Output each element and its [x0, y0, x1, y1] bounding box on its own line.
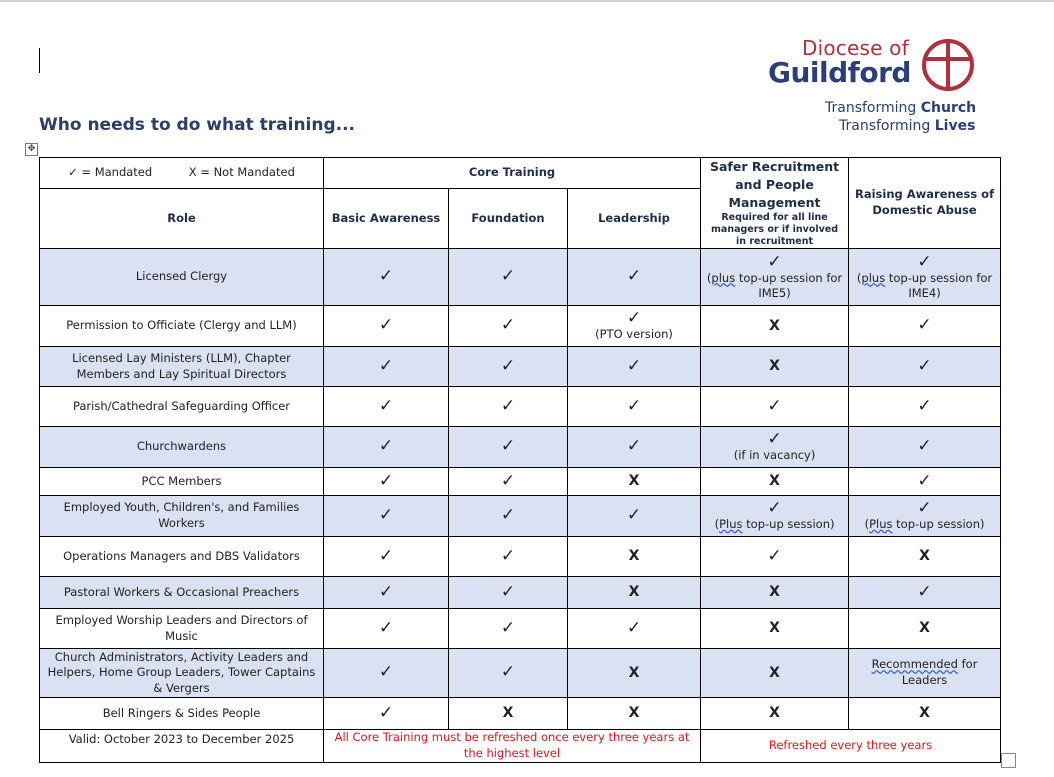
role-cell: Licensed Lay Ministers (LLM), Chapter Members and Lay Spiritual Directors — [40, 347, 324, 387]
basic-cell — [324, 649, 449, 698]
role-cell: Operations Managers and DBS Validators — [40, 537, 324, 577]
cross-in-circle-icon — [920, 37, 976, 93]
table-row — [40, 249, 1001, 306]
tick-icon: ✓ — [767, 395, 782, 416]
core-training-header: Core Training — [324, 158, 701, 189]
tick-icon: ✓ — [500, 436, 516, 457]
safer-recruitment-header: Safer Recruitment and People Management Required for all line managers or if involved in recruitment — [701, 158, 849, 249]
tick-icon: ✓ — [378, 702, 394, 723]
domestic-cell — [849, 698, 1001, 730]
domestic-cell — [849, 468, 1001, 496]
cross-mark-icon: X — [628, 473, 640, 490]
role-cell: Pastoral Workers & Occasional Preachers — [40, 577, 324, 609]
basic-cell — [324, 249, 449, 306]
safer-cell — [701, 347, 849, 387]
tick-icon: ✓ — [500, 505, 516, 526]
refresh-note: Refreshed every three years — [701, 730, 1001, 763]
foundation-cell — [449, 347, 568, 387]
basic-cell — [324, 347, 449, 387]
tick-icon: ✓ — [917, 498, 932, 519]
table-row — [40, 468, 1001, 496]
foundation-cell — [449, 537, 568, 577]
safer-cell — [701, 468, 849, 496]
cell-note: (plus top-up session for IME5) — [706, 270, 843, 300]
tick-icon: ✓ — [917, 355, 932, 376]
cross-mark-icon: X — [769, 664, 780, 681]
safer-cell — [701, 427, 849, 468]
tick-icon: ✓ — [767, 251, 782, 272]
legend-mandated: ✓ = Mandated — [68, 165, 153, 180]
tick-icon: ✓ — [626, 617, 642, 638]
cross-mark-icon: X — [628, 584, 640, 601]
leadership-cell — [568, 496, 701, 537]
table-row — [40, 387, 1001, 427]
leadership-cell — [568, 387, 701, 427]
leadership-cell — [568, 347, 701, 387]
tick-icon: ✓ — [500, 395, 516, 416]
text-cursor — [39, 48, 40, 73]
role-cell: Churchwardens — [40, 427, 324, 468]
cross-mark-icon: X — [628, 548, 640, 565]
basic-cell — [324, 577, 449, 609]
logo-tagline-2: Transforming Lives — [839, 118, 976, 134]
legend-cell — [40, 158, 324, 189]
safer-cell — [701, 698, 849, 730]
foundation-cell — [449, 577, 568, 609]
cross-mark-icon: X — [628, 664, 640, 681]
leadership-cell — [568, 609, 701, 649]
domestic-cell — [849, 609, 1001, 649]
role-cell: Licensed Clergy — [40, 249, 324, 306]
tick-icon: ✓ — [378, 545, 394, 566]
tick-icon: ✓ — [626, 395, 642, 416]
table-row — [40, 609, 1001, 649]
logo-line-2: Guildford — [768, 56, 911, 89]
tick-icon: ✓ — [500, 545, 516, 566]
role-cell: Employed Youth, Children's, and Families Workers — [40, 496, 324, 537]
domestic-cell — [849, 306, 1001, 347]
foundation-cell — [449, 306, 568, 347]
tick-icon: ✓ — [378, 266, 394, 287]
domestic-cell — [849, 387, 1001, 427]
cross-mark-icon: X — [502, 705, 514, 722]
basic-cell — [324, 468, 449, 496]
cross-mark-icon: X — [769, 620, 780, 637]
table-row — [40, 537, 1001, 577]
leadership-cell — [568, 698, 701, 730]
tick-icon: ✓ — [767, 545, 782, 566]
cell-note: (if in vacancy) — [733, 448, 816, 463]
leadership-cell — [568, 427, 701, 468]
table-row — [40, 496, 1001, 537]
logo-tagline-1: Transforming Church — [825, 100, 977, 116]
leadership-cell — [568, 249, 701, 306]
cell-note: (Plus top-up session) — [714, 517, 835, 532]
basic-cell — [324, 496, 449, 537]
safer-cell — [701, 306, 849, 347]
safer-cell — [701, 249, 849, 306]
foundation-cell — [449, 698, 568, 730]
cross-mark-icon: X — [769, 705, 780, 722]
legend-not-mandated: X = Not Mandated — [188, 165, 295, 180]
tick-icon: ✓ — [917, 251, 932, 272]
foundation-cell — [449, 496, 568, 537]
footer-row — [40, 730, 1001, 763]
domestic-cell — [849, 577, 1001, 609]
domestic-cell — [849, 537, 1001, 577]
safer-cell — [701, 387, 849, 427]
safer-cell — [701, 649, 849, 698]
table-row — [40, 577, 1001, 609]
basic-cell — [324, 306, 449, 347]
table-resize-handle[interactable] — [1001, 753, 1016, 768]
tick-icon: ✓ — [626, 308, 642, 329]
cell-note: (Plus top-up session) — [864, 517, 985, 532]
tick-icon: ✓ — [500, 315, 516, 336]
tick-icon: ✓ — [378, 395, 394, 416]
cross-mark-icon: X — [919, 620, 930, 637]
basic-awareness-header: Basic Awareness — [324, 189, 449, 249]
basic-cell — [324, 387, 449, 427]
tick-icon: ✓ — [378, 581, 394, 602]
tick-icon: ✓ — [500, 470, 516, 491]
role-cell: Bell Ringers & Sides People — [40, 698, 324, 730]
cross-mark-icon: X — [769, 473, 780, 490]
table-row — [40, 427, 1001, 468]
tick-icon: ✓ — [626, 355, 642, 376]
page-heading: Who needs to do what training... — [39, 115, 356, 135]
table-row — [40, 306, 1001, 347]
role-header: Role — [40, 189, 324, 249]
leadership-header: Leadership — [568, 189, 701, 249]
tick-icon: ✓ — [378, 355, 394, 376]
validity-note: Valid: October 2023 to December 2025 — [40, 730, 324, 763]
role-cell: Church Administrators, Activity Leaders and Helpers, Home Group Leaders, Tower Captains & Vergers — [40, 649, 324, 698]
header-row-1 — [40, 158, 1001, 189]
domestic-cell — [849, 427, 1001, 468]
page-top-border — [0, 0, 1054, 2]
tick-icon: ✓ — [500, 617, 516, 638]
cross-mark-icon: X — [628, 705, 640, 722]
tick-icon: ✓ — [917, 436, 932, 457]
safer-cell — [701, 537, 849, 577]
tick-icon: ✓ — [378, 436, 394, 457]
safer-cell — [701, 496, 849, 537]
safer-cell — [701, 577, 849, 609]
cross-mark-icon: X — [769, 584, 780, 601]
logo-line-1: Diocese of — [802, 36, 909, 60]
tick-icon: ✓ — [500, 581, 516, 602]
table-row — [40, 649, 1001, 698]
leadership-cell — [568, 306, 701, 347]
basic-cell — [324, 427, 449, 468]
foundation-cell — [449, 249, 568, 306]
domestic-cell — [849, 496, 1001, 537]
domestic-cell — [849, 249, 1001, 306]
domestic-cell: Recommended for Leaders — [849, 649, 1001, 698]
cross-mark-icon: X — [919, 705, 930, 722]
domestic-abuse-header: Raising Awareness of Domestic Abuse — [849, 158, 1001, 249]
safer-cell — [701, 609, 849, 649]
tick-icon: ✓ — [378, 315, 394, 336]
basic-cell — [324, 537, 449, 577]
cell-note: (plus top-up session for IME4) — [856, 270, 993, 300]
role-cell: Permission to Officiate (Clergy and LLM) — [40, 306, 324, 347]
tick-icon: ✓ — [917, 581, 932, 602]
cell-note: (PTO version) — [595, 327, 673, 342]
foundation-header: Foundation — [449, 189, 568, 249]
role-cell: Employed Worship Leaders and Directors of Music — [40, 609, 324, 649]
cross-mark-icon: X — [919, 548, 930, 565]
leadership-cell — [568, 577, 701, 609]
diocese-logo — [760, 34, 990, 138]
core-refresh-note: All Core Training must be refreshed once every three years at the highest level — [324, 730, 701, 763]
foundation-cell — [449, 427, 568, 468]
tick-icon: ✓ — [500, 662, 516, 683]
foundation-cell — [449, 609, 568, 649]
tick-icon: ✓ — [378, 617, 394, 638]
tick-icon: ✓ — [917, 470, 932, 491]
tick-icon: ✓ — [500, 355, 516, 376]
tick-icon: ✓ — [378, 662, 394, 683]
role-cell: PCC Members — [40, 468, 324, 496]
role-cell: Parish/Cathedral Safeguarding Officer — [40, 387, 324, 427]
tick-icon: ✓ — [626, 505, 642, 526]
table-row — [40, 347, 1001, 387]
leadership-cell — [568, 468, 701, 496]
cross-mark-icon: X — [769, 358, 780, 375]
domestic-cell — [849, 347, 1001, 387]
basic-cell — [324, 609, 449, 649]
leadership-cell — [568, 537, 701, 577]
table-row — [40, 698, 1001, 730]
tick-icon: ✓ — [378, 505, 394, 526]
tick-icon: ✓ — [626, 266, 642, 287]
foundation-cell — [449, 649, 568, 698]
leadership-cell — [568, 649, 701, 698]
tick-icon: ✓ — [767, 429, 782, 450]
foundation-cell — [449, 468, 568, 496]
tick-icon: ✓ — [917, 315, 932, 336]
tick-icon: ✓ — [626, 436, 642, 457]
tick-icon: ✓ — [917, 395, 932, 416]
basic-cell — [324, 698, 449, 730]
training-matrix-table — [39, 157, 1001, 763]
cross-mark-icon: X — [769, 317, 780, 334]
table-move-handle-icon[interactable]: ✥ — [25, 143, 38, 156]
tick-icon: ✓ — [767, 498, 782, 519]
tick-icon: ✓ — [500, 266, 516, 287]
tick-icon: ✓ — [378, 470, 394, 491]
foundation-cell — [449, 387, 568, 427]
